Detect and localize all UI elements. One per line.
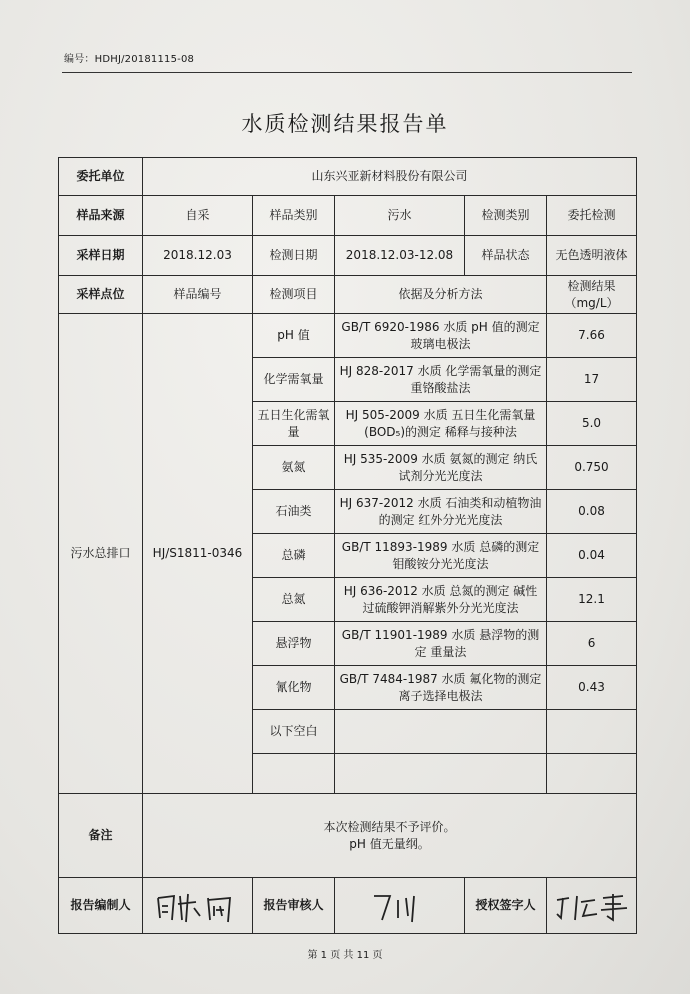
source-label: 样品来源	[59, 196, 143, 236]
preparer-label: 报告编制人	[59, 878, 143, 934]
empty-cell	[335, 754, 547, 794]
test-date-label: 检测日期	[253, 236, 335, 276]
test-type-value: 委托检测	[547, 196, 637, 236]
signature-row	[59, 878, 637, 934]
report-title: 水质检测结果报告单	[241, 112, 449, 136]
test-result: 5.0	[547, 402, 637, 446]
authorizer-signature	[547, 878, 637, 934]
page-footer: 第 1 页 共 11 页	[307, 950, 383, 961]
test-item: 氰化物	[253, 666, 335, 710]
test-method: GB/T 7484-1987 水质 氟化物的测定 离子选择电极法	[335, 666, 547, 710]
test-method: HJ 636-2012 水质 总氮的测定 碱性过硫酸钾消解紫外分光光度法	[335, 578, 547, 622]
source-value: 自采	[143, 196, 253, 236]
test-result: 17	[547, 358, 637, 402]
results-table	[58, 157, 637, 934]
test-method: HJ 535-2009 水质 氨氮的测定 纳氏试剂分光光度法	[335, 446, 547, 490]
blank-note: 以下空白	[253, 710, 335, 754]
test-result: 7.66	[547, 314, 637, 358]
sample-state-label: 样品状态	[465, 236, 547, 276]
test-method: HJ 637-2012 水质 石油类和动植物油的测定 红外分光光度法	[335, 490, 547, 534]
sample-number: HJ/S1811-0346	[143, 314, 253, 794]
blank-cell	[547, 710, 637, 754]
test-item: 五日生化需氧量	[253, 402, 335, 446]
col-method-header: 依据及分析方法	[335, 276, 547, 314]
category-value: 污水	[335, 196, 465, 236]
client-label: 委托单位	[59, 158, 143, 196]
test-method: HJ 505-2009 水质 五日生化需氧量(BOD₅)的测定 稀释与接种法	[335, 402, 547, 446]
test-method: HJ 828-2017 水质 化学需氧量的测定 重铬酸盐法	[335, 358, 547, 402]
authorizer-label: 授权签字人	[465, 878, 547, 934]
handwritten-signature-icon	[352, 886, 448, 926]
test-result: 0.08	[547, 490, 637, 534]
blank-cell	[335, 710, 547, 754]
col-sample-no-header: 样品编号	[143, 276, 253, 314]
preparer-signature	[143, 878, 253, 934]
test-method: GB/T 11901-1989 水质 悬浮物的测定 重量法	[335, 622, 547, 666]
client-value: 山东兴亚新材料股份有限公司	[143, 158, 637, 196]
test-result: 6	[547, 622, 637, 666]
header-rule	[62, 72, 632, 73]
reviewer-label: 报告审核人	[253, 878, 335, 934]
test-date-value: 2018.12.03-12.08	[335, 236, 465, 276]
reviewer-signature	[335, 878, 465, 934]
test-item: 氨氮	[253, 446, 335, 490]
source-row	[59, 196, 637, 236]
test-item: 石油类	[253, 490, 335, 534]
test-type-label: 检测类别	[465, 196, 547, 236]
client-row	[59, 158, 637, 196]
test-item: 总磷	[253, 534, 335, 578]
date-row	[59, 236, 637, 276]
test-result: 12.1	[547, 578, 637, 622]
test-method: GB/T 6920-1986 水质 pH 值的测定 玻璃电极法	[335, 314, 547, 358]
test-item: pH 值	[253, 314, 335, 358]
test-result: 0.43	[547, 666, 637, 710]
col-item-header: 检测项目	[253, 276, 335, 314]
handwritten-signature-icon	[551, 886, 637, 926]
sampling-date-value: 2018.12.03	[143, 236, 253, 276]
empty-cell	[253, 754, 335, 794]
category-label: 样品类别	[253, 196, 335, 236]
sample-state-value: 无色透明液体	[547, 236, 637, 276]
report-number: 编号：HDHJ/20181115-08	[64, 54, 195, 65]
test-method: GB/T 11893-1989 水质 总磷的测定 钼酸铵分光光度法	[335, 534, 547, 578]
remarks-line: pH 值无量纲。	[349, 836, 430, 851]
remarks-label: 备注	[59, 794, 143, 878]
col-result-header: 检测结果（mg/L）	[547, 276, 637, 314]
table-row	[59, 314, 637, 358]
empty-cell	[547, 754, 637, 794]
remarks-line: 本次检测结果不予评价。	[323, 819, 456, 834]
handwritten-signature-icon	[150, 886, 246, 926]
col-point-header: 采样点位	[59, 276, 143, 314]
sample-point: 污水总排口	[59, 314, 143, 794]
test-result: 0.04	[547, 534, 637, 578]
remarks-row	[59, 794, 637, 878]
sampling-date-label: 采样日期	[59, 236, 143, 276]
test-result: 0.750	[547, 446, 637, 490]
test-item: 悬浮物	[253, 622, 335, 666]
remarks-content	[143, 794, 637, 878]
test-item: 总氮	[253, 578, 335, 622]
column-header-row	[59, 276, 637, 314]
test-item: 化学需氧量	[253, 358, 335, 402]
